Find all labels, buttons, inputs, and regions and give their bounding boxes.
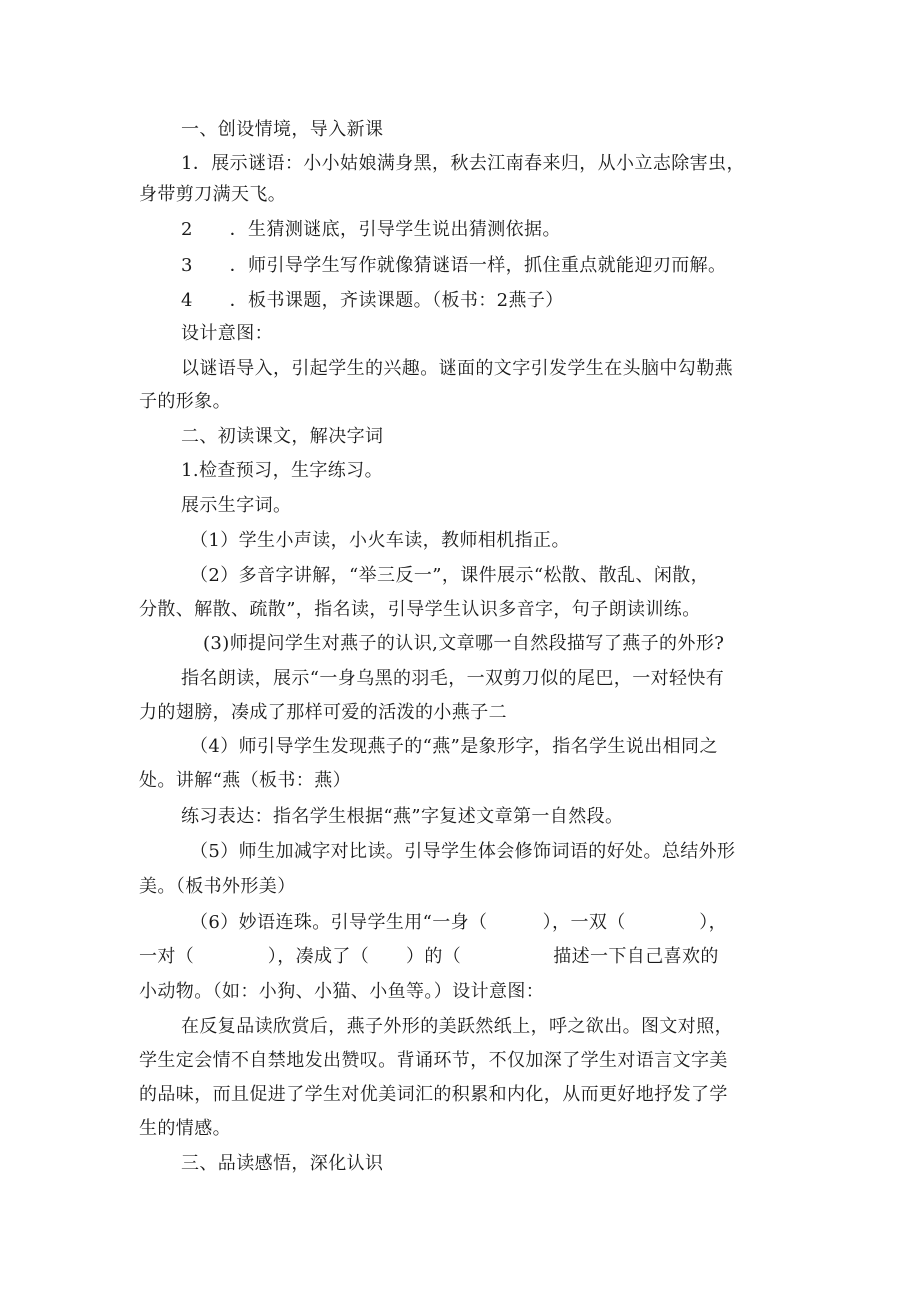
paragraph-line: 力的翅膀，凑成了那样可爱的活泼的小燕子二: [139, 702, 507, 723]
paragraph-line: 3 ．师引导学生写作就像猜谜语一样，抓住重点就能迎刃而解。: [181, 255, 727, 276]
paragraph-line: （2）多音字讲解，“举三反一”，课件展示“松散、散乱、闲散，: [190, 565, 710, 586]
paragraph-line: （1）学生小声读，小火车读，教师相机指正。: [190, 530, 570, 551]
paragraph-line: 学生定会情不自禁地发出赞叹。背诵环节，不仅加深了学生对语言文字美: [139, 1050, 728, 1071]
paragraph-line: 1．展示谜语：小小姑娘满身黑，秋去江南春来归，从小立志除害虫，: [181, 153, 745, 174]
section-heading-1: 一、创设情境，导入新课: [181, 119, 384, 140]
section-heading-3: 三、品读感悟，深化认识: [181, 1153, 384, 1174]
paragraph-line: 1.检查预习，生字练习。: [181, 460, 383, 481]
paragraph-line: 的品味，而且促进了学生对优美词汇的积累和内化，从而更好地抒发了学: [139, 1084, 728, 1105]
design-intent-label: 设计意图：: [181, 323, 273, 344]
paragraph-line: （5）师生加减字对比读。引导学生体会修饰词语的好处。总结外形: [190, 841, 736, 862]
paragraph-line: 以谜语导入，引起学生的兴趣。谜面的文字引发学生在头脑中勾勒燕: [181, 358, 733, 379]
paragraph-line: 美。（板书外形美）: [139, 876, 296, 897]
paragraph-line: 4 ．板书课题，齐读课题。（板书：2燕子）: [181, 290, 564, 311]
paragraph-line: 在反复品读欣赏后，燕子外形的美跃然纸上，呼之欲出。图文对照，: [181, 1016, 733, 1037]
paragraph-line: 指名朗读，展示“一身乌黑的羽毛，一双剪刀似的尾巴，一对轻快有: [181, 668, 725, 689]
paragraph-line: 生的情感。: [139, 1118, 231, 1139]
paragraph-line: （4）师引导学生发现燕子的“燕”是象形字，指名学生说出相同之: [190, 736, 718, 757]
paragraph-line: 练习表达：指名学生根据“燕”字复述文章第一自然段。: [181, 806, 624, 827]
paragraph-line: 展示生字词。: [181, 495, 292, 516]
paragraph-line: 分散、解散、疏散”，指名读，引导学生认识多音字，句子朗读训练。: [139, 599, 701, 620]
paragraph-line: 身带剪刀满天飞。: [139, 184, 287, 205]
section-heading-2: 二、初读课文，解决字词: [181, 426, 384, 447]
paragraph-line: 子的形象。: [139, 391, 231, 412]
paragraph-line: 一对（ ），凑成了（ ）的（ 描述一下自己喜欢的: [139, 946, 719, 967]
paragraph-line: （6）妙语连珠。引导学生用“一身（ ），一双（ ），: [190, 912, 728, 933]
paragraph-line: (3)师提问学生对燕子的认识,文章哪一自然段描写了燕子的外形?: [203, 633, 725, 654]
paragraph-line: 小动物。（如：小狗、小猫、小鱼等。）设计意图：: [139, 981, 545, 1002]
paragraph-line: 2 ．生猜测谜底，引导学生说出猜测依据。: [181, 219, 561, 240]
paragraph-line: 处。讲解“燕（板书：燕）: [139, 770, 352, 791]
